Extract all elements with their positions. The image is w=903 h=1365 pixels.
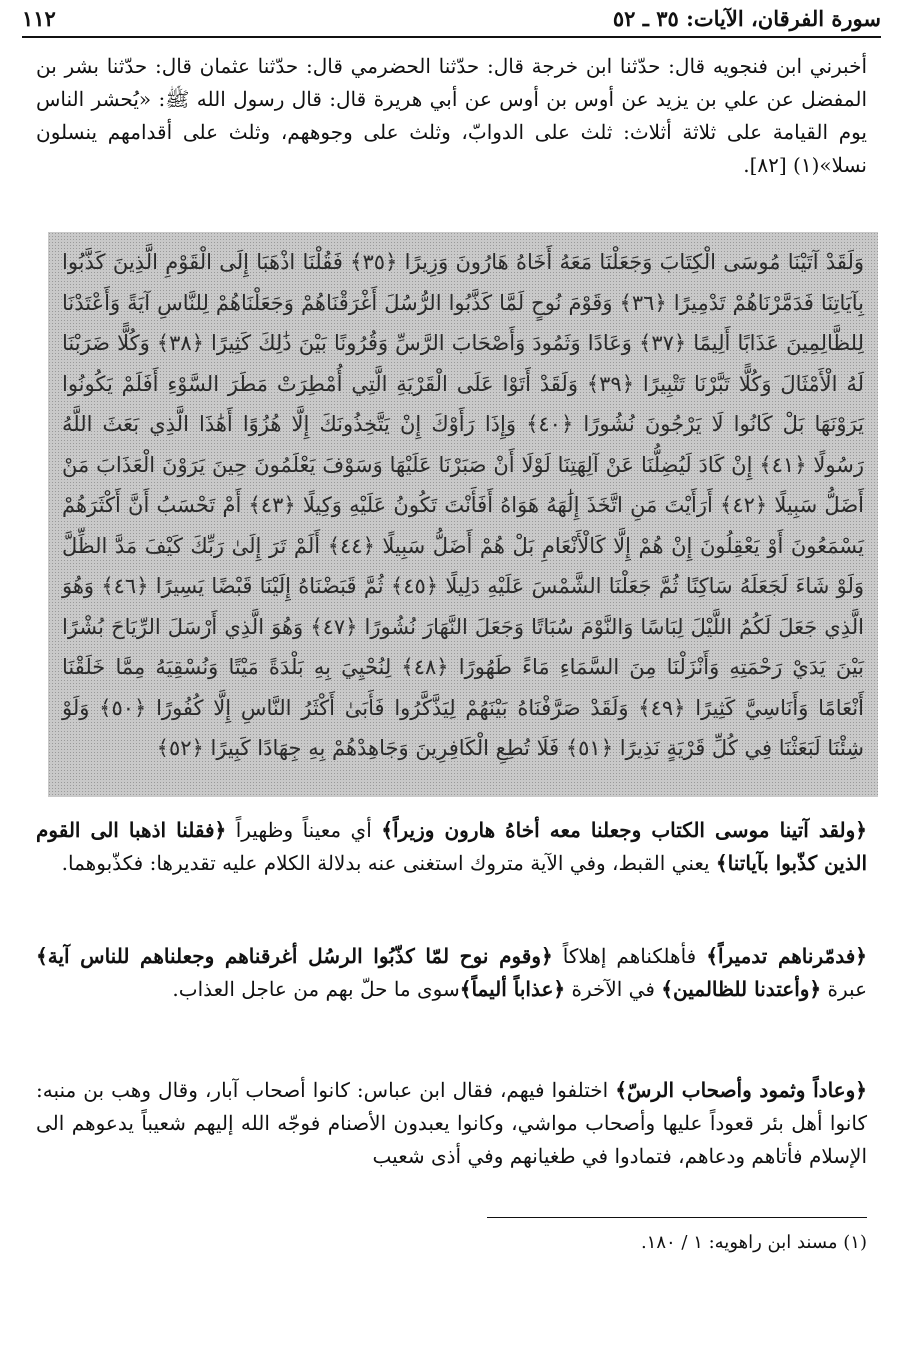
explanation-text: اختلفوا فيهم، فقال ابن عباس: كانوا أصحاب آبار، وقال وهب بن منبه: كانوا أهل بئر قعوداً عليها وأصحاب مواشي، وكانوا يعبدون الأصنام فوجّه الله إليهم شعيباً يدعوهم الى الإسلام فأتاهم ودعاهم، فتمادوا في طغيانهم وفي أذى شعيب [36, 1078, 867, 1168]
quran-verses-block [48, 232, 878, 797]
verse-quote: ﴿وعاداً وثمود وأصحاب الرسّ﴾ [615, 1078, 867, 1102]
commentary-paragraph-3 [36, 1074, 867, 1173]
explanation-text: في الآخرة [565, 977, 662, 1001]
quran-text: وَلَقَدْ آتَيْنَا مُوسَى الْكِتَابَ وَجَعَلْنَا مَعَهُ أَخَاهُ هَارُونَ وَزِيرًا ﴿٣٥﴾ فَقُلْنَا اذْهَبَا إِلَى الْقَوْمِ الَّذِينَ كَذَّبُوا بِآيَاتِنَا فَدَمَّرْنَاهُمْ تَدْمِيرًا ﴿٣٦﴾ وَقَوْمَ نُوحٍ لَمَّا كَذَّبُوا الرُّسُلَ أَغْرَقْنَاهُمْ وَجَعَلْنَاهُمْ لِلنَّاسِ آيَةً وَأَعْتَدْنَا لِلظَّالِمِينَ عَذَابًا أَلِيمًا ﴿٣٧﴾ وَعَادًا وَثَمُودَ وَأَصْحَابَ الرَّسِّ وَقُرُونًا بَيْنَ ذَٰلِكَ كَثِيرًا ﴿٣٨﴾ وَكُلًّا ضَرَبْنَا لَهُ الْأَمْثَالَ وَكُلًّا تَبَّرْنَا تَتْبِيرًا ﴿٣٩﴾ وَلَقَدْ أَتَوْا عَلَى الْقَرْيَةِ الَّتِي أُمْطِرَتْ مَطَرَ السَّوْءِ أَفَلَمْ يَكُونُوا يَرَوْنَهَا بَلْ كَانُوا لَا يَرْجُونَ نُشُورًا ﴿٤٠﴾ وَإِذَا رَأَوْكَ إِنْ يَتَّخِذُونَكَ إِلَّا هُزُوًا أَهَٰذَا الَّذِي بَعَثَ اللَّهُ رَسُولًا ﴿٤١﴾ إِنْ كَادَ لَيُضِلُّنَا عَنْ آلِهَتِنَا لَوْلَا أَنْ صَبَرْنَا عَلَيْهَا وَسَوْفَ يَعْلَمُونَ حِينَ يَرَوْنَ الْعَذَابَ مَنْ أَضَلُّ سَبِيلًا ﴿٤٢﴾ أَرَأَيْتَ مَنِ اتَّخَذَ إِلَٰهَهُ هَوَاهُ أَفَأَنْتَ تَكُونُ عَلَيْهِ وَكِيلًا ﴿٤٣﴾ أَمْ تَحْسَبُ أَنَّ أَكْثَرَهُمْ يَسْمَعُونَ أَوْ يَعْقِلُونَ إِنْ هُمْ إِلَّا كَالْأَنْعَامِ بَلْ هُمْ أَضَلُّ سَبِيلًا ﴿٤٤﴾ أَلَمْ تَرَ إِلَىٰ رَبِّكَ كَيْفَ مَدَّ الظِّلَّ وَلَوْ شَاءَ لَجَعَلَهُ سَاكِنًا ثُمَّ جَعَلْنَا الشَّمْسَ عَلَيْهِ دَلِيلًا ﴿٤٥﴾ ثُمَّ قَبَضْنَاهُ إِلَيْنَا قَبْضًا يَسِيرًا ﴿٤٦﴾ وَهُوَ الَّذِي جَعَلَ لَكُمُ اللَّيْلَ لِبَاسًا وَالنَّوْمَ سُبَاتًا وَجَعَلَ النَّهَارَ نُشُورًا ﴿٤٧﴾ وَهُوَ الَّذِي أَرْسَلَ الرِّيَاحَ بُشْرًا بَيْنَ يَدَيْ رَحْمَتِهِ وَأَنْزَلْنَا مِنَ السَّمَاءِ مَاءً طَهُورًا ﴿٤٨﴾ لِنُحْيِيَ بِهِ بَلْدَةً مَيْتًا وَنُسْقِيَهُ مِمَّا خَلَقْنَا أَنْعَامًا وَأَنَاسِيَّ كَثِيرًا ﴿٤٩﴾ وَلَقَدْ صَرَّفْنَاهُ بَيْنَهُمْ لِيَذَّكَّرُوا فَأَبَىٰ أَكْثَرُ النَّاسِ إِلَّا كُفُورًا ﴿٥٠﴾ وَلَوْ شِئْنَا لَبَعَثْنَا فِي كُلِّ قَرْيَةٍ نَذِيرًا ﴿٥١﴾ فَلَا تُطِعِ الْكَافِرِينَ وَجَاهِدْهُمْ بِهِ جِهَادًا كَبِيرًا ﴿٥٢﴾ [62, 250, 865, 760]
explanation-text: عبرة [821, 977, 867, 1001]
explanation-text: فأهلكناهم إهلاكاً [552, 944, 707, 968]
verse-quote: ﴿فقلنا اذهبا الى القوم الذين كذّبوا بآياتنا﴾ [36, 818, 867, 875]
page-number: ١١٢ [22, 5, 56, 31]
verse-quote: ﴿وأعتدنا للظالمين﴾ [661, 977, 822, 1001]
footnote-divider [487, 1217, 867, 1218]
hadith-paragraph: أخبرني ابن فنجويه قال: حدّثنا ابن خرجة قال: حدّثنا الحضرمي قال: حدّثنا عثمان قال: حدّثنا بشر بن المفضل عن علي بن يزيد عن أوس بن أوس عن أبي هريرة قال: قال رسول الله ﷺ: «يُحشر الناس يوم القيامة على ثلاثة أثلاث: ثلث على الدوابّ، وثلث على وجوههم، وثلث على أقدامهم ينسلون نسلا»(١) [٨٢]. [36, 54, 867, 177]
running-title: سورة الفرقان، الآيات: ٣٥ ـ ٥٢ [612, 5, 881, 31]
verse-quote: ﴿وقوم نوح لمّا كذّبُوا الرسُل أغرقناهم وجعلناهم للناس آية﴾ [36, 944, 553, 968]
explanation-text: أي معيناً وظهيراً [226, 818, 382, 842]
explanation-text: يعني القبط، وفي الآية متروك استغنى عنه بدلالة الكلام عليه تقديرها: فكذّبوهما. [61, 851, 716, 875]
verse-quote: ﴿فدمّرناهم تدميراً﴾ [706, 944, 867, 968]
commentary-paragraph-1 [36, 814, 867, 880]
verse-quote: ﴿عذاباً أليماً﴾ [459, 977, 566, 1001]
commentary-paragraph-2 [36, 940, 867, 1006]
page-header [22, 0, 881, 38]
verse-quote: ﴿ولقد آتينا موسى الكتاب وجعلنا معه أخاهُ هارون وزيراً﴾ [381, 818, 868, 842]
footnote: (١) مسند ابن راهويه: ١ / ١٨٠. [640, 1232, 867, 1253]
explanation-text: سوى ما حلّ بهم من عاجل العذاب. [172, 977, 460, 1001]
